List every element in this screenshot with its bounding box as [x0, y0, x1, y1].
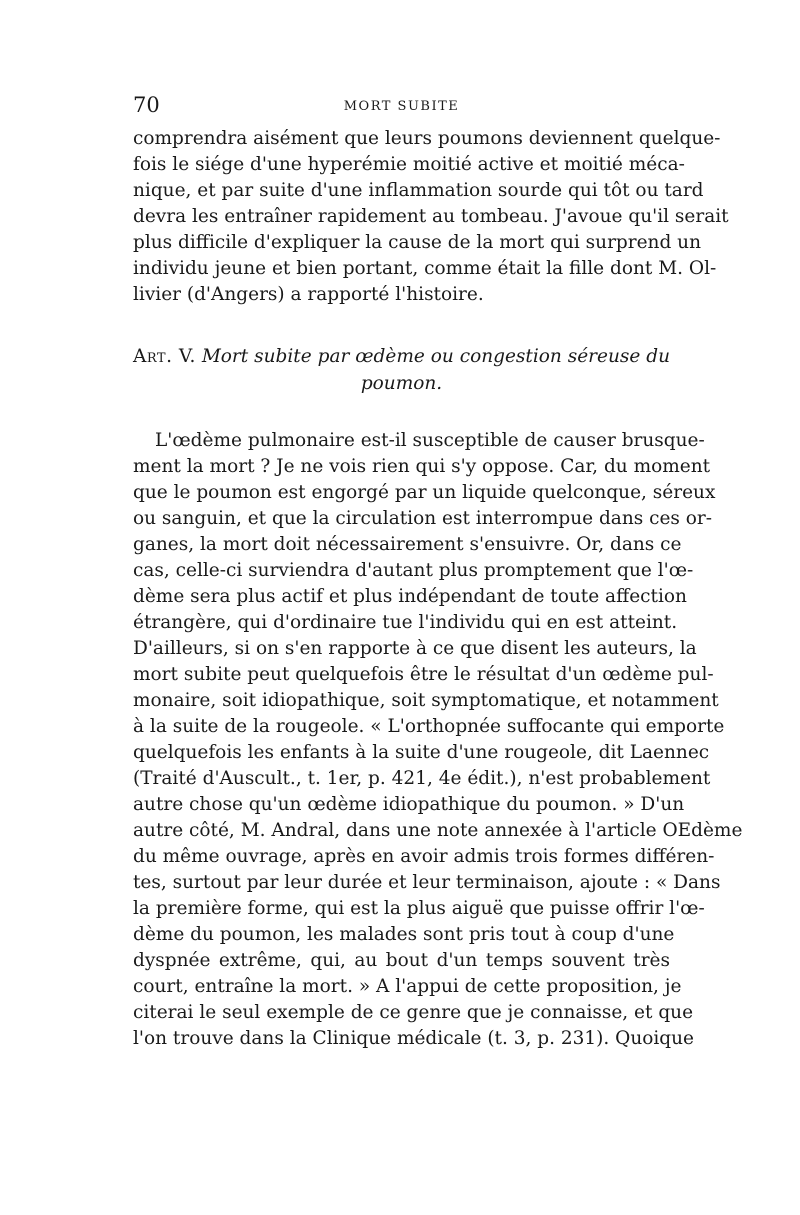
text-line: l'on trouve dans la Clinique médicale (t. 3, p. 231). Quoique [133, 1028, 695, 1049]
text-line: court, entraîne la mort. » A l'appui de cette proposition, je [133, 976, 682, 997]
page-header [133, 93, 670, 123]
paragraph-2 [133, 428, 743, 1052]
text-line: nique, et par suite d'une inflammation sourde qui tôt ou tard [133, 180, 704, 201]
text-line: ou sanguin, et que la circulation est interrompue dans ces or- [133, 508, 713, 529]
text-line: monaire, soit idiopathique, soit symptomatique, et notamment [133, 690, 719, 711]
text-line: à la suite de la rougeole. « L'orthopnée suffocante qui emporte [133, 716, 725, 737]
text-line: du même ouvrage, après en avoir admis trois formes différen- [133, 846, 715, 867]
text-line: comprendra aisément que leurs poumons deviennent quelque- [133, 128, 721, 149]
text-line: ment la mort ? Je ne vois rien qui s'y oppose. Car, du moment [133, 456, 711, 477]
text-line: dème du poumon, les malades sont pris tout à coup d'une [133, 924, 675, 945]
text-line: livier (d'Angers) a rapporté l'histoire. [133, 284, 484, 305]
text-line: que le poumon est engorgé par un liquide quelconque, séreux [133, 482, 716, 503]
text-line: ganes, la mort doit nécessairement s'ensuivre. Or, dans ce [133, 534, 682, 555]
article-title-line-2: poumon. [360, 373, 443, 394]
text-line: la première forme, qui est la plus aiguë que puisse offrir l'œ- [133, 898, 705, 919]
running-head: MORT SUBITE [343, 99, 460, 114]
text-line: L'œdème pulmonaire est-il susceptible de causer brusque- [155, 430, 705, 451]
article-title-line-1: Mort subite par œdème ou congestion séreuse du [201, 346, 671, 367]
text-line: mort subite peut quelquefois être le résultat d'un œdème pul- [133, 664, 714, 685]
text-line: devra les entraîner rapidement au tombeau. J'avoue qu'il serait [133, 206, 729, 227]
paragraph-1 [133, 126, 729, 308]
text-line: tes, surtout par leur durée et leur terminaison, ajoute : « Dans [133, 872, 721, 893]
text-line: autre côté, M. Andral, dans une note annexée à l'article OEdème [133, 820, 743, 841]
text-line: dème sera plus actif et plus indépendant de toute affection [133, 586, 687, 607]
text-line: plus difficile d'expliquer la cause de la mort qui surprend un [133, 232, 702, 253]
text-line: (Traité d'Auscult., t. 1er, p. 421, 4e édit.), n'est probablement [133, 768, 711, 789]
text-line: étrangère, qui d'ordinaire tue l'individu qui en est atteint. [133, 612, 678, 633]
text-line: autre chose qu'un œdème idiopathique du poumon. » D'un [133, 794, 685, 815]
article-label: Art. V. [133, 346, 196, 367]
page-number: 70 [133, 93, 160, 117]
text-line: quelquefois les enfants à la suite d'une rougeole, dit Laennec [133, 742, 710, 763]
text-line: individu jeune et bien portant, comme était la fille dont M. Ol- [133, 258, 717, 279]
text-line: citerai le seul exemple de ce genre que je connaisse, et que [133, 1002, 694, 1023]
article-heading [133, 343, 670, 397]
text-line: dyspnée extrême, qui, au bout d'un temps souvent très [133, 950, 670, 971]
text-line: fois le siége d'une hyperémie moitié active et moitié méca- [133, 154, 685, 175]
text-line: D'ailleurs, si on s'en rapporte à ce que disent les auteurs, la [133, 638, 697, 659]
text-line: cas, celle-ci surviendra d'autant plus promptement que l'œ- [133, 560, 694, 581]
